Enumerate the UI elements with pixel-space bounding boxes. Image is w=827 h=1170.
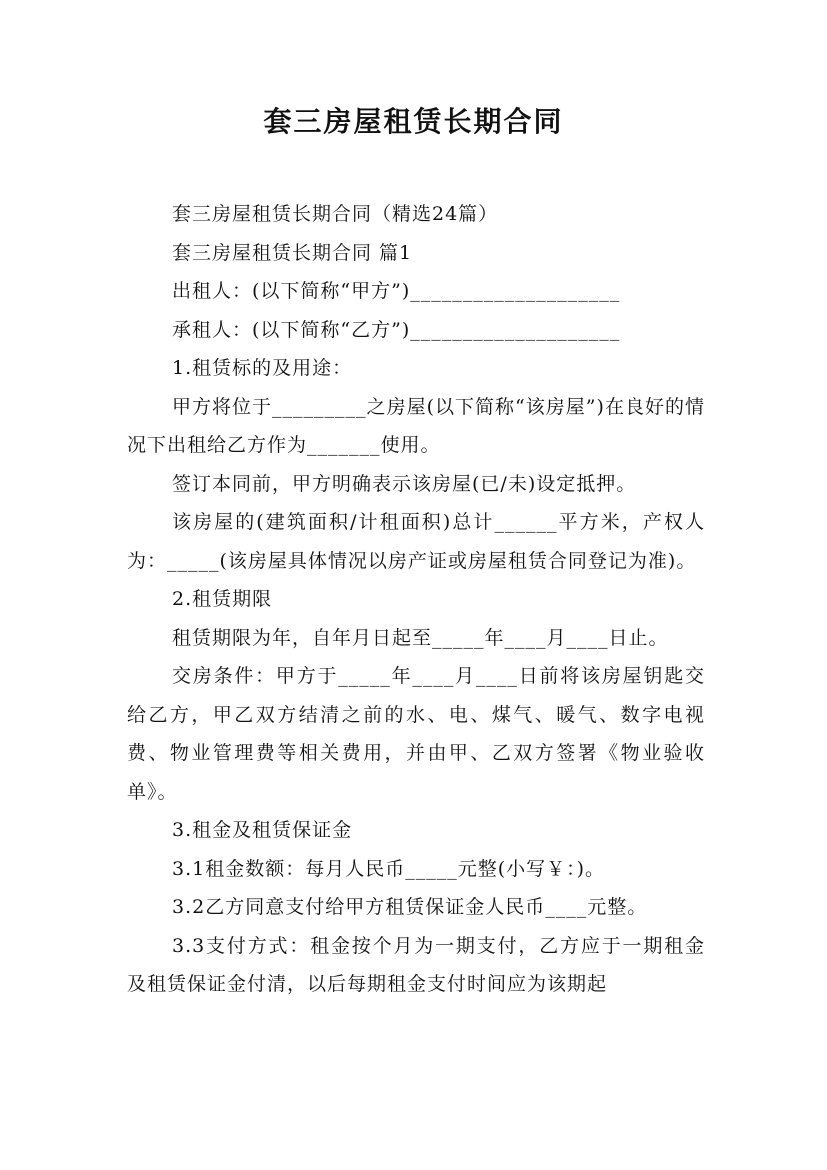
paragraph-article-heading: 套三房屋租赁长期合同 篇1 — [172, 241, 413, 264]
paragraph-mortgage: 签订本同前，甲方明确表示该房屋(已/未)设定抵押。 — [172, 472, 637, 495]
paragraph-deposit: 3.2乙方同意支付给甲方租赁保证金人民币____元整。 — [172, 896, 648, 918]
paragraph-property-location: 甲方将位于_________之房屋(以下简称“该房屋”)在良好的情况下出租给乙方作为_______使用。 — [127, 395, 705, 456]
paragraph-lessee: 承租人：(以下简称“乙方”)____________________ — [172, 318, 621, 341]
paragraph-payment-method: 3.3支付方式：租金按个月为一期支付，乙方应于一期租金及租赁保证金付清，以后每期租金支付时间应为该期起 — [127, 934, 705, 995]
paragraph-area: 该房屋的(建筑面积/计租面积)总计______平方米，产权人为：_____(该房屋具体情况以房产证或房屋租赁合同登记为准)。 — [127, 511, 705, 572]
document-body — [127, 195, 705, 1004]
paragraph-subtitle: 套三房屋租赁长期合同（精选24篇） — [172, 203, 499, 225]
paragraph-lessor: 出租人：(以下简称“甲方”)____________________ — [172, 280, 621, 302]
section-heading-3: 3.租金及租赁保证金 — [172, 819, 353, 841]
document-title: 套三房屋租赁长期合同 — [263, 105, 564, 138]
section-heading-2: 2.租赁期限 — [172, 588, 273, 610]
section-heading-1: 1.租赁标的及用途： — [172, 357, 353, 379]
paragraph-rent-amount: 3.1租金数额：每月人民币_____元整(小写￥：)。 — [172, 857, 606, 880]
paragraph-handover: 交房条件：甲方于_____年____月____日前将该房屋钥匙交给乙方，甲乙双方结清之前的水、电、煤气、暖气、数字电视费、物业管理费等相关费用，并由甲、乙双方签署《物业验收单》。 — [127, 665, 705, 803]
paragraph-lease-term: 租赁期限为年，自年月日起至_____年____月____日止。 — [172, 626, 669, 649]
